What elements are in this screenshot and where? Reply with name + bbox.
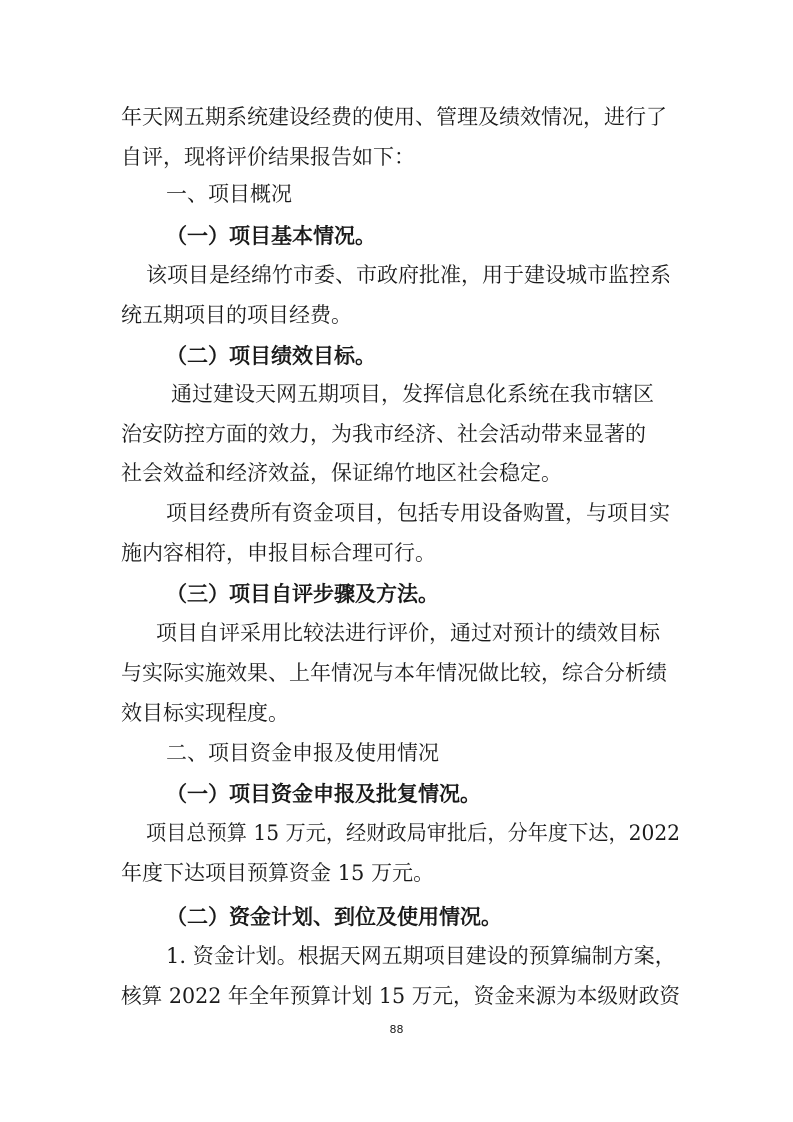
paragraph-line: 统五期项目的项目经费。 xyxy=(121,303,352,327)
paragraph-line: 核算 2022 年全年预算计划 15 万元，资金来源为本级财政资 xyxy=(121,984,680,1008)
paragraph-line: 1. 资金计划。根据天网五期项目建设的预算编制方案， xyxy=(166,944,676,968)
paragraph-line: 年度下达项目预算资金 15 万元。 xyxy=(121,861,435,885)
paragraph-line: 项目经费所有资金项目，包括专用设备购置，与项目实 xyxy=(166,501,670,525)
paragraph-line: 项目自评采用比较法进行评价，通过对预计的绩效目标 xyxy=(156,621,660,645)
subsection-heading: （二）资金计划、到位及使用情况。 xyxy=(166,904,502,929)
paragraph-line: 自评，现将评价结果报告如下： xyxy=(121,145,415,169)
paragraph-line: 社会效益和经济效益，保证绵竹地区社会稳定。 xyxy=(121,461,562,485)
paragraph-line: 通过建设天网五期项目，发挥信息化系统在我市辖区 xyxy=(171,382,654,406)
subsection-heading: （二）项目绩效目标。 xyxy=(166,343,376,368)
paragraph-line: 治安防控方面的效力，为我市经济、社会活动带来显著的 xyxy=(121,422,646,446)
paragraph-line: 年天网五期系统建设经费的使用、管理及绩效情况，进行了 xyxy=(121,105,667,129)
paragraph-line: 与实际实施效果、上年情况与本年情况做比较，综合分析绩 xyxy=(121,661,667,685)
section-heading: 二、项目资金申报及使用情况 xyxy=(166,741,439,765)
subsection-heading: （一）项目资金申报及批复情况。 xyxy=(166,781,481,806)
paragraph-line: 施内容相符，申报目标合理可行。 xyxy=(121,541,436,565)
paragraph-line: 项目总预算 15 万元，经财政局审批后，分年度下达，2022 xyxy=(146,821,681,845)
subsection-heading: （一）项目基本情况。 xyxy=(166,223,376,248)
paragraph-line: 效目标实现程度。 xyxy=(121,701,289,725)
section-heading: 一、项目概况 xyxy=(166,182,292,206)
paragraph-line: 该项目是经绵竹市委、市政府批准，用于建设城市监控系 xyxy=(146,263,671,287)
subsection-heading: （三）项目自评步骤及方法。 xyxy=(166,581,439,606)
page-number: 88 xyxy=(389,1023,404,1036)
